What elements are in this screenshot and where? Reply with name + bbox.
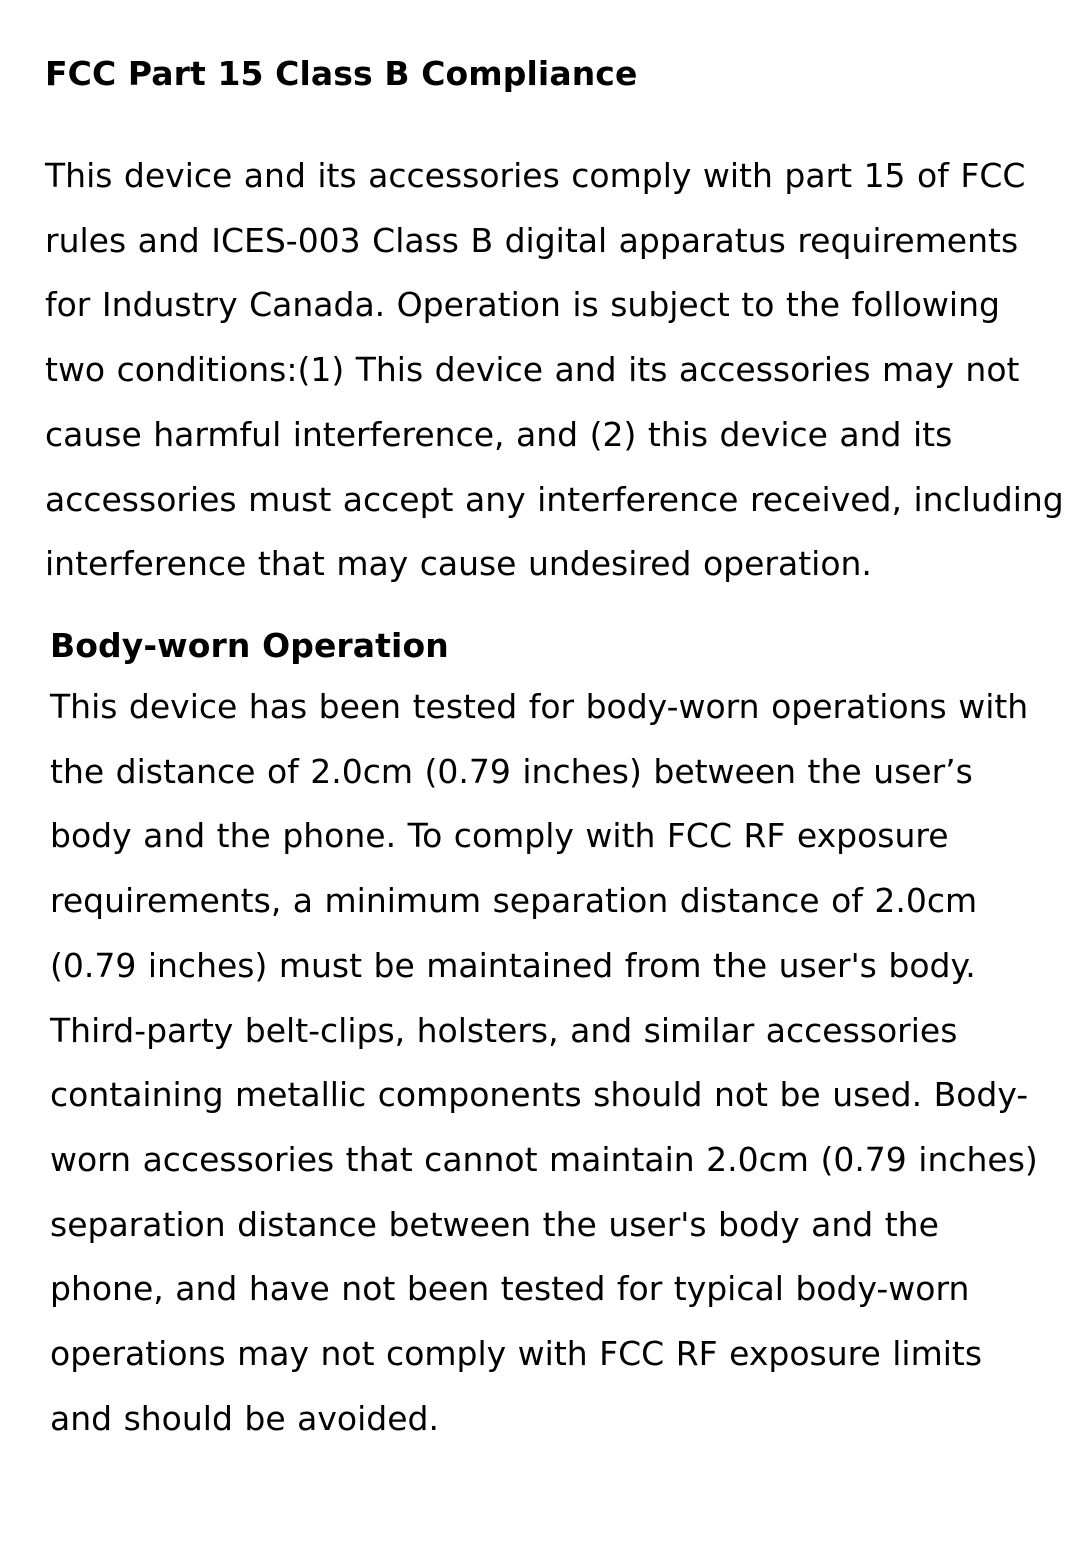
fcc-compliance-section xyxy=(45,48,1064,597)
body-worn-paragraph-line: body and the phone. To comply with FCC RF exposure xyxy=(50,816,949,856)
fcc-compliance-heading: FCC Part 15 Class B Compliance xyxy=(45,54,638,93)
body-worn-section xyxy=(50,620,1050,1451)
body-worn-paragraph xyxy=(50,675,1050,1451)
fcc-paragraph-line: rules and ICES-003 Class B digital apparatus requirements xyxy=(45,220,1019,260)
body-worn-paragraph-line: worn accessories that cannot maintain 2.0cm (0.79 inches) xyxy=(50,1139,1038,1179)
fcc-paragraph-line: for Industry Canada. Operation is subject to the following xyxy=(45,285,1000,325)
fcc-paragraph-line: accessories must accept any interference received, including xyxy=(45,479,1064,519)
body-worn-paragraph-line: containing metallic components should not be used. Body- xyxy=(50,1075,1029,1115)
body-worn-paragraph-line: requirements, a minimum separation distance of 2.0cm xyxy=(50,881,978,921)
fcc-paragraph-line: cause harmful interference, and (2) this device and its xyxy=(45,414,953,454)
body-worn-paragraph-line: and should be avoided. xyxy=(50,1398,439,1438)
body-worn-heading: Body-worn Operation xyxy=(50,626,449,665)
fcc-paragraph-line: two conditions:(1) This device and its accessories may not xyxy=(45,350,1020,390)
body-worn-paragraph-line: the distance of 2.0cm (0.79 inches) between the user’s xyxy=(50,751,973,791)
body-worn-paragraph-line: operations may not comply with FCC RF exposure limits xyxy=(50,1334,983,1374)
fcc-paragraph-line: This device and its accessories comply with part 15 of FCC xyxy=(45,156,1026,195)
fcc-compliance-paragraph xyxy=(45,144,1064,597)
body-worn-paragraph-line: phone, and have not been tested for typical body-worn xyxy=(50,1269,970,1309)
body-worn-paragraph-line: This device has been tested for body-worn operations with xyxy=(50,687,1029,726)
body-worn-paragraph-line: Third-party belt-clips, holsters, and similar accessories xyxy=(50,1010,958,1050)
body-worn-paragraph-line: separation distance between the user's body and the xyxy=(50,1204,939,1244)
body-worn-paragraph-line: (0.79 inches) must be maintained from the user's body. xyxy=(50,945,976,985)
fcc-paragraph-line: interference that may cause undesired operation. xyxy=(45,544,872,584)
